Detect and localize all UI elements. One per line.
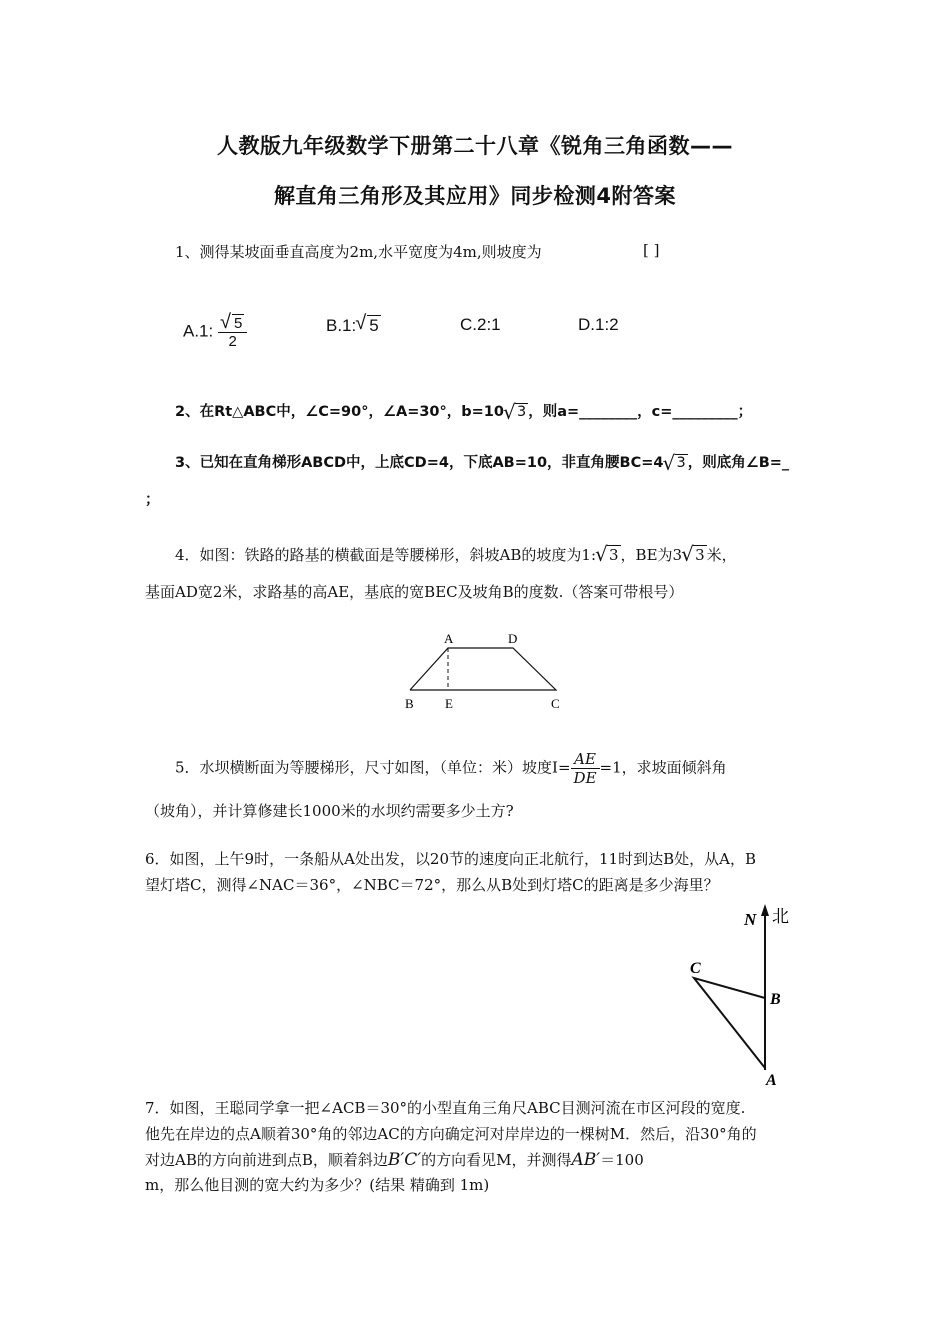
lighthouse-figure [684,900,794,1090]
label-d: D [508,631,518,646]
trapezoid-figure [396,628,576,716]
option-a-fraction: √ $\frac{5}{2}$ [218,314,247,350]
question-1-text: 1、测得某坡面垂直高度为2m,水平宽度为4m,则坡度为 [175,243,542,261]
trapezoid-shape [410,648,556,690]
sqrt-symbol: √ 5 [356,315,380,336]
label-bei: 北 [772,907,789,926]
question-3: 3、已知在直角梯形ABCD中，上底CD=4，下底AB=10，非直角腰BC=4√ 3 ，则底角∠B=_ [175,451,789,472]
question-4-line-2: 基面AD宽2米，求路基的高AE，基底的宽BEC及坡角B的度数.（答案可带根号） [145,583,684,601]
label-b: B [405,696,414,711]
question-7-line-4: m，那么他目测的宽大约为多少？(结果 精确到 1m) [145,1176,490,1194]
title-line-1: 人教版九年级数学下册第二十八章《锐角三角函数—— [217,134,733,158]
label-c: C [551,696,560,711]
question-7-line-2: 他先在岸边的点A顺着30°角的邻边AC的方向确定河对岸岸边的一棵树M．然后，沿30°角的 [145,1125,757,1143]
option-b [326,315,381,336]
label-a: A [444,631,454,646]
sqrt-symbol: √ 3 [596,545,621,564]
title-line-2: 解直角三角形及其应用》同步检测4附答案 [273,184,677,208]
sqrt-symbol: √ 3 [664,454,688,471]
question-4: 4．如图：铁路的路基的横截面是等腰梯形，斜坡AB的坡度为1:√ 3 ，BE为3√ 3 米， [175,544,737,565]
sqrt-symbol: √ 3 [682,545,707,564]
question-3-line-2: ； [145,492,160,508]
label-n: N [744,910,757,929]
label-b: B [770,991,781,1008]
sqrt-symbol: √ 3 [504,403,528,420]
question-6-line-2: 望灯塔C，测得∠NAC＝36°，∠NBC＝72°，那么从B处到灯塔C的距离是多少海里？ [145,876,719,894]
label-c: C [690,960,701,977]
sqrt-symbol: √ 5 [221,314,244,332]
slope-fraction: $\frac{AE}{DE}$ [571,750,600,787]
option-b-prefix: B.1: [326,316,357,335]
north-arrow-icon [761,904,769,916]
question-5: 5．水坝横断面为等腰梯形，尺寸如图，（单位：米）坡度I= $\frac{AE}{DE}$ =1，求坡面倾斜角 [175,750,727,787]
label-e: E [445,696,453,711]
question-7-line-3: 对边AB的方向前进到点B，顺着斜边B′C′的方向看见M，并测得AB′＝100 [145,1150,644,1170]
question-1 [175,241,542,262]
question-2: 2、在Rt△ABC中，∠C=90°，∠A=30°，b=10√ 3 ，则a=________，c=_________； [175,400,752,421]
question-6: 6．如图，上午9时，一条船从A处出发，以20节的速度向正北航行，11时到达B处，从A，B [145,850,756,868]
label-a: A [766,1072,777,1089]
question-7: 7．如图，王聪同学拿一把∠ACB＝30°的小型直角三角尺ABC目测河流在市区河段的宽度. [145,1099,746,1117]
option-a-prefix: A.1: [183,321,214,341]
question-5-line-2: （坡角），并计算修建长1000米的水坝约需要多少土方? [145,802,514,820]
option-d: D.1:2 [578,315,619,334]
triangle-acb [694,978,765,1068]
option-a [183,314,247,350]
answer-bracket: [ ] [643,241,660,259]
option-c: C.2:1 [460,315,501,334]
